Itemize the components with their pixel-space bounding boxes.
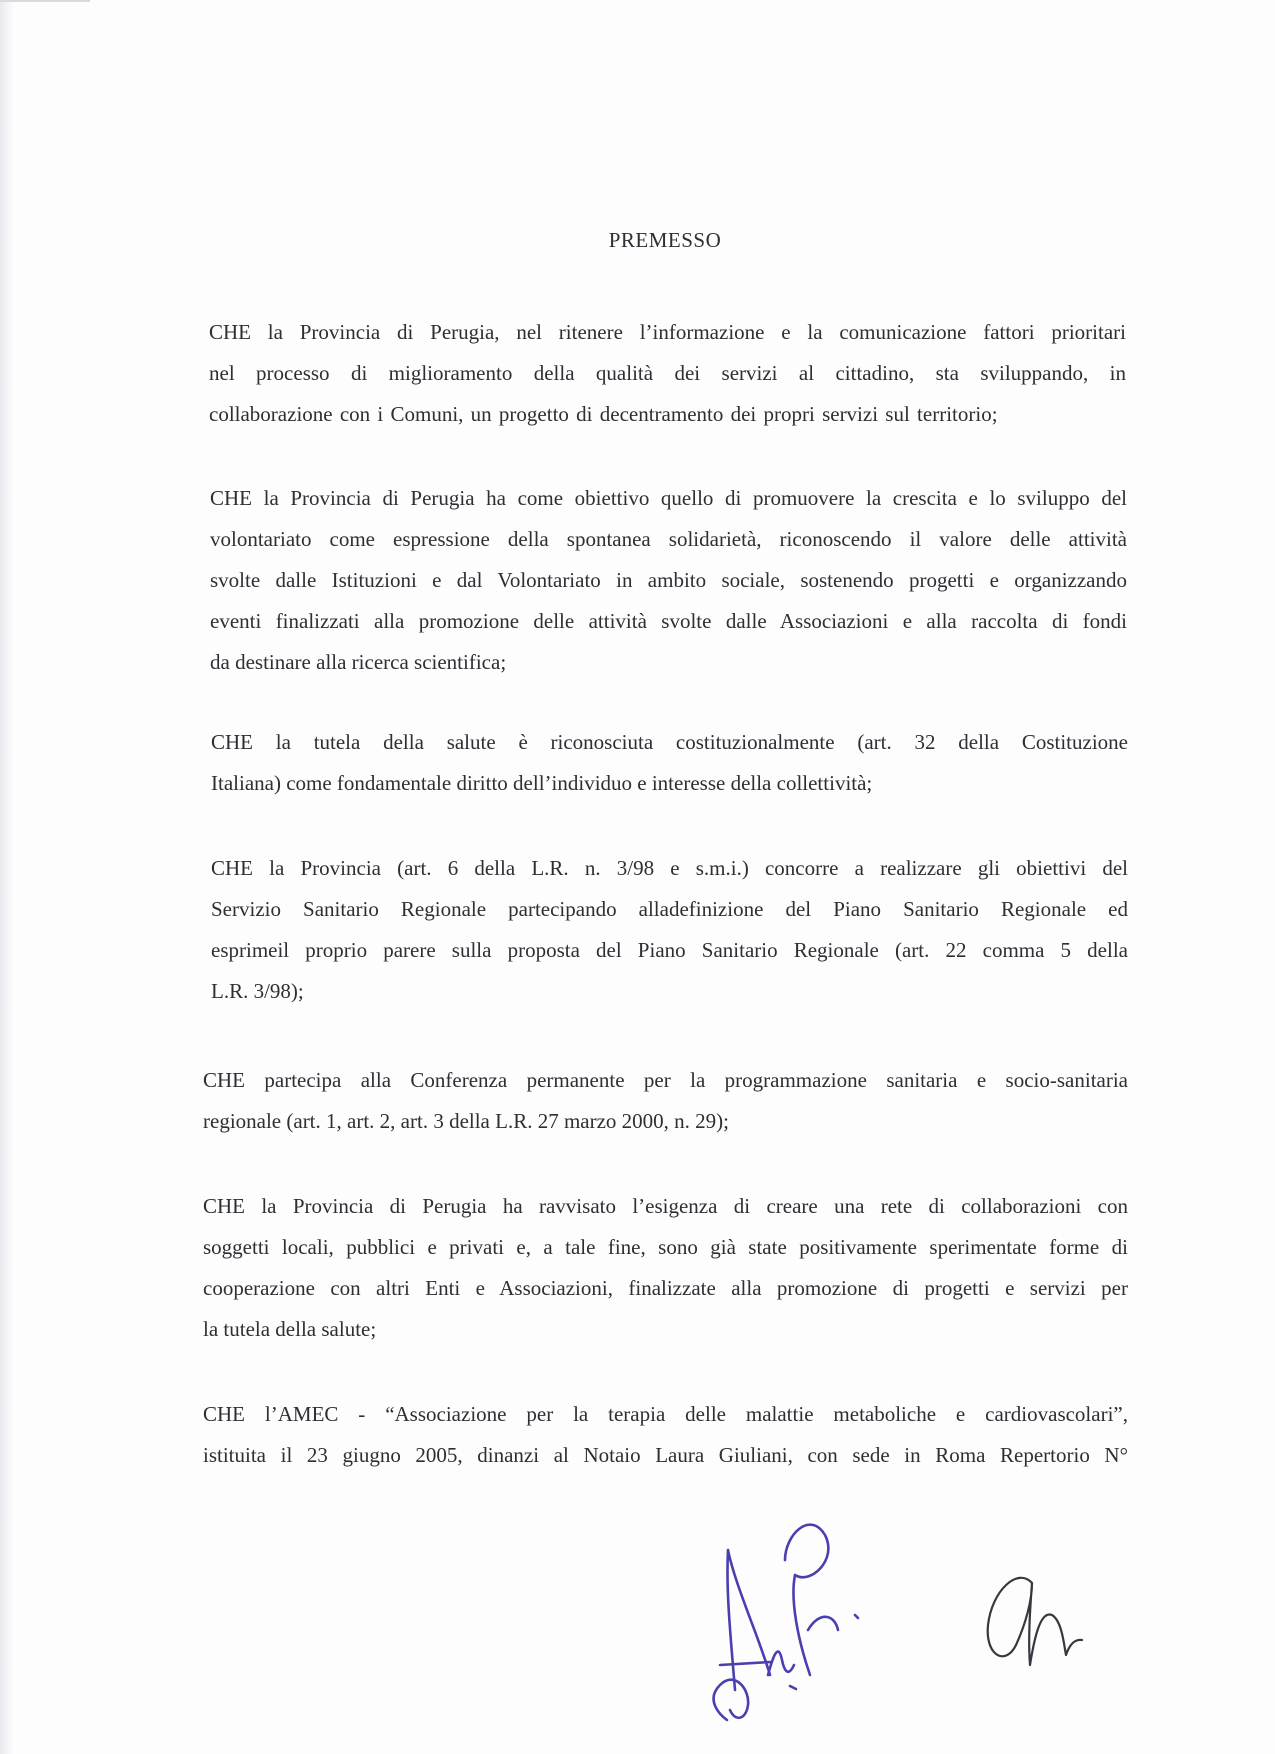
scan-top-mark [0, 0, 90, 2]
paragraph-line: CHE la tutela della salute è riconosciuta costituzionalmente (art. 32 della Costituzione [211, 730, 1128, 754]
paragraph-line: Italiana) come fondamentale diritto dell’individuo e interesse della collettività; [211, 771, 873, 795]
paragraph-line: da destinare alla ricerca scientifica; [210, 650, 507, 674]
paragraph-7 [203, 1394, 1128, 1476]
signature-right [980, 1555, 1090, 1675]
paragraph-6 [203, 1186, 1128, 1350]
paragraph-line: la tutela della salute; [203, 1317, 377, 1341]
paragraph-line: CHE la Provincia di Perugia ha ravvisato l’esigenza di creare una rete di collaborazioni con [203, 1194, 1128, 1218]
paragraph-5 [203, 1060, 1128, 1142]
paragraph-line: CHE la Provincia (art. 6 della L.R. n. 3/98 e s.m.i.) concorre a realizzare gli obiettivi del [211, 856, 1128, 880]
page-left-edge [0, 0, 14, 1754]
paragraph-line: regionale (art. 1, art. 2, art. 3 della L.R. 27 marzo 2000, n. 29); [203, 1109, 730, 1133]
paragraph-line: soggetti locali, pubblici e privati e, a tale fine, sono già state positivamente sperimentate forme di [203, 1235, 1128, 1259]
paragraph-line: CHE la Provincia di Perugia, nel ritenere l’informazione e la comunicazione fattori prioritari [209, 320, 1126, 344]
paragraph-line: volontariato come espressione della spontanea solidarietà, riconoscendo il valore delle attività [210, 527, 1127, 551]
paragraph-line: L.R. 3/98); [211, 979, 304, 1003]
paragraph-line: nel processo di miglioramento della qualità dei servizi al cittadino, sta sviluppando, in [209, 361, 1126, 385]
paragraph-line: Servizio Sanitario Regionale partecipando alladefinizione del Piano Sanitario Regionale ed [211, 897, 1128, 921]
paragraph-line: svolte dalle Istituzioni e dal Volontariato in ambito sociale, sostenendo progetti e organizzando [210, 568, 1127, 592]
paragraph-1 [209, 312, 1126, 435]
paragraph-4 [211, 848, 1128, 1012]
paragraph-line: cooperazione con altri Enti e Associazioni, finalizzate alla promozione di progetti e servizi per [203, 1276, 1128, 1300]
paragraph-line: CHE la Provincia di Perugia ha come obiettivo quello di promuovere la crescita e lo sviluppo del [210, 486, 1127, 510]
paragraph-3 [211, 722, 1128, 804]
signature-left [660, 1490, 880, 1740]
paragraph-line: eventi finalizzati alla promozione delle attività svolte dalle Associazioni e alla raccolta di fondi [210, 609, 1127, 633]
paragraph-line: CHE l’AMEC - “Associazione per la terapia delle malattie metaboliche e cardiovascolari”, [203, 1402, 1128, 1426]
paragraph-2 [210, 478, 1127, 683]
paragraph-line: collaborazione con i Comuni, un progetto di decentramento dei propri servizi sul territorio; [209, 402, 998, 426]
paragraph-line: CHE partecipa alla Conferenza permanente per la programmazione sanitaria e socio-sanitaria [203, 1068, 1128, 1092]
paragraph-line: istituita il 23 giugno 2005, dinanzi al Notaio Laura Giuliani, con sede in Roma Repertorio N° [203, 1443, 1128, 1467]
document-title: PREMESSO [608, 228, 722, 252]
paragraph-line: esprimeil proprio parere sulla proposta del Piano Sanitario Regionale (art. 22 comma 5 della [211, 938, 1128, 962]
